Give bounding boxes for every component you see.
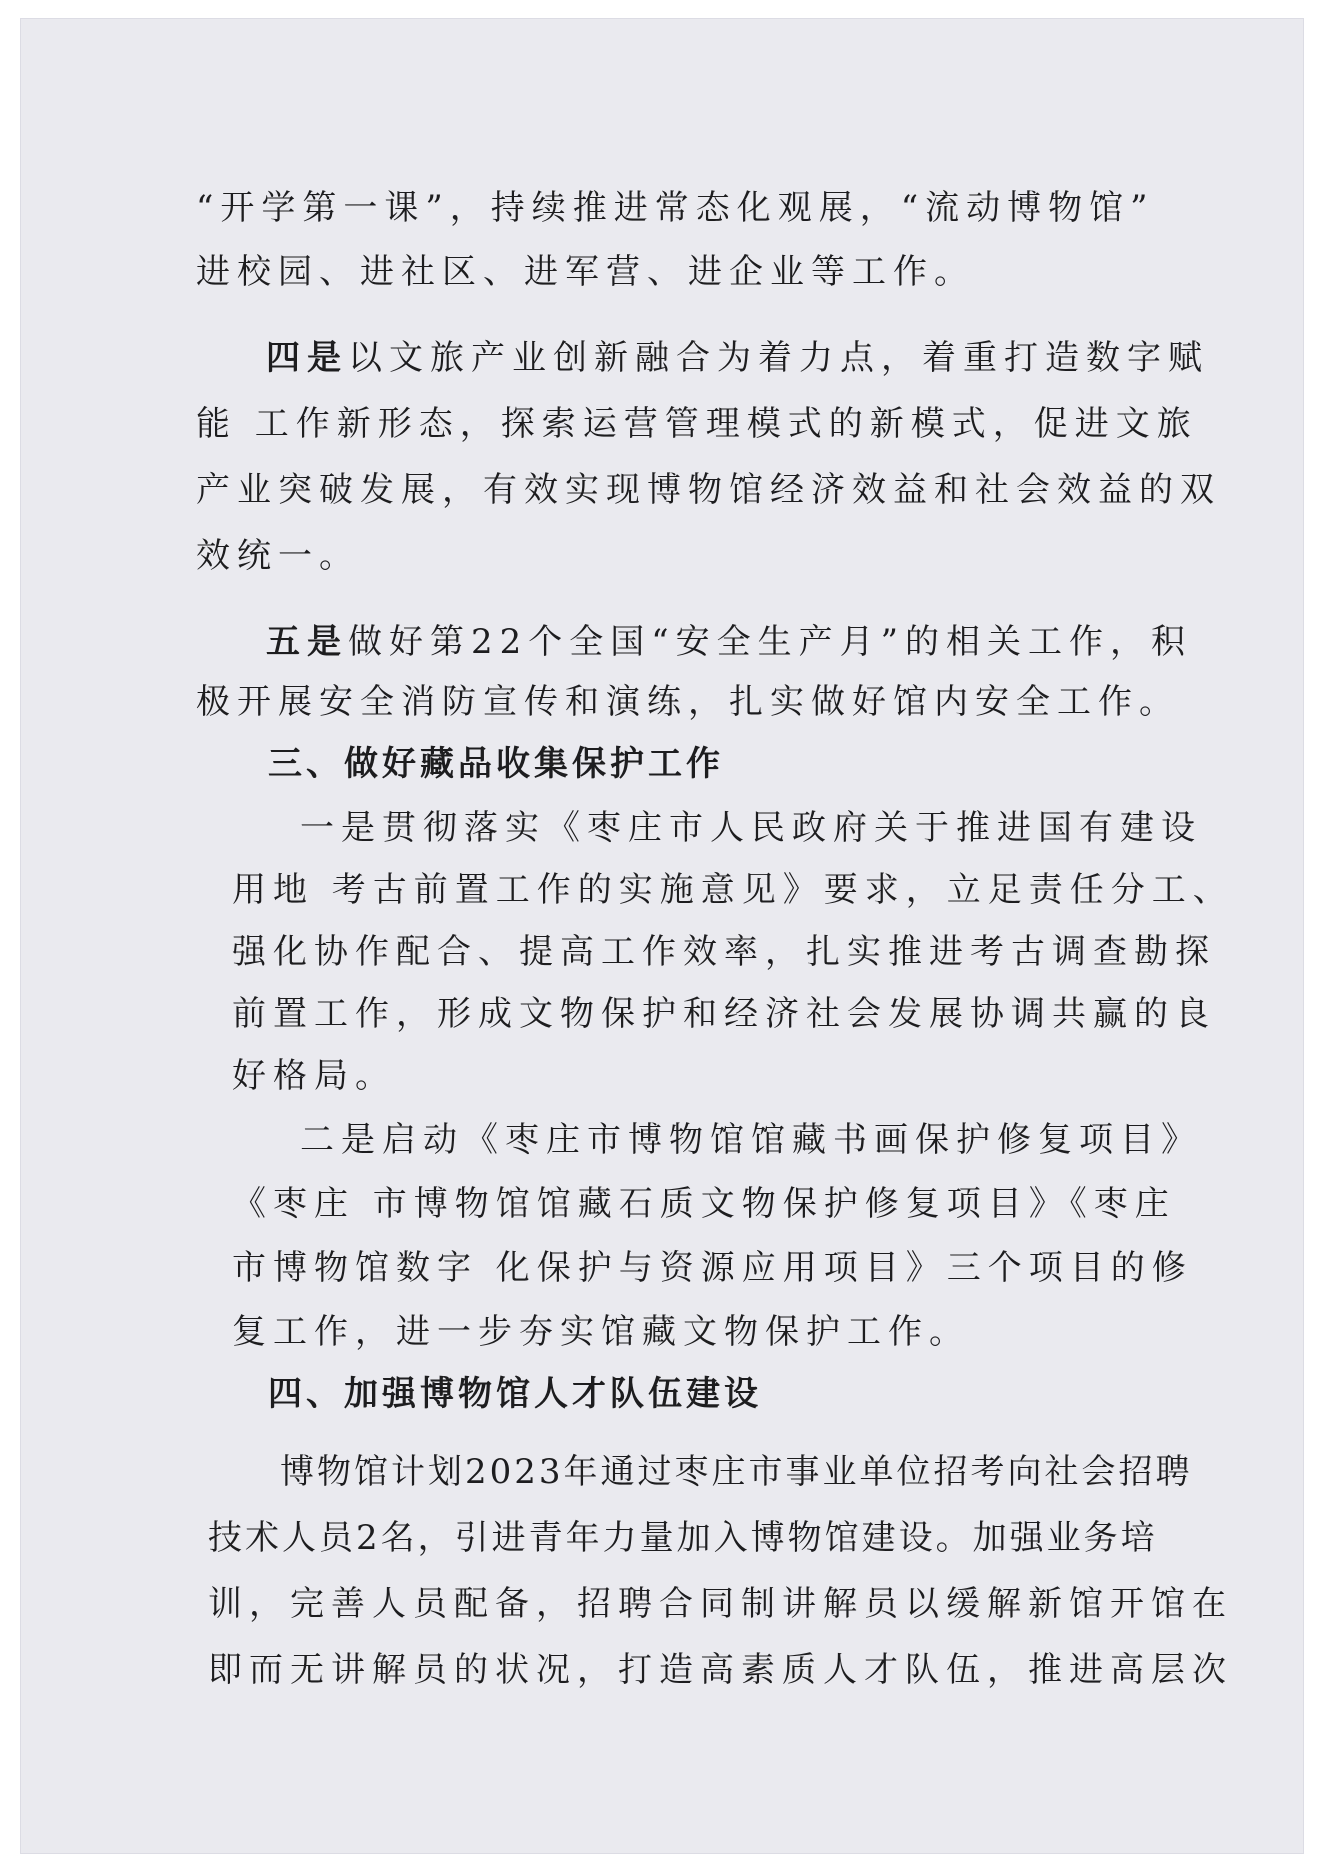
paragraph-lead: 四是 — [266, 338, 348, 378]
section-heading: 三、做好藏品收集保护工作 — [268, 744, 724, 784]
text-line: 《枣庄 市博物馆馆藏石质文物保护修复项目》《枣庄 — [232, 1184, 1176, 1224]
text-line: 训，完善人员配备，招聘合同制讲解员以缓解新馆开馆在 — [208, 1584, 1233, 1624]
paragraph-lead: 五是 — [266, 622, 348, 662]
text-line: 强化协作配合、提高工作效率，扎实推进考古调查勘探 — [232, 932, 1216, 972]
text-line: 技术人员2名，引进青年力量加入博物馆建设。加强业务培 — [208, 1518, 1158, 1558]
text-line: 用地 考古前置工作的实施意见》要求，立足责任分工、 — [232, 870, 1234, 910]
text-line: 好格局。 — [232, 1056, 396, 1096]
text-line: 效统一。 — [196, 536, 360, 576]
text-line: 即而无讲解员的状况，打造高素质人才队伍，推进高层次 — [208, 1650, 1233, 1690]
text-line: 博物馆计划2023年通过枣庄市事业单位招考向社会招聘 — [280, 1452, 1193, 1492]
text-line: “开学第一课”，持续推进常态化观展，“流动博物馆” — [196, 188, 1155, 228]
text-line — [266, 620, 1192, 664]
section-heading: 四、加强博物馆人才队伍建设 — [268, 1374, 762, 1414]
text-line: 复工作，进一步夯实馆藏文物保护工作。 — [232, 1312, 970, 1352]
text-line: 产业突破发展，有效实现博物馆经济效益和社会效益的双 — [196, 470, 1221, 510]
text-line: 极开展安全消防宣传和演练，扎实做好馆内安全工作。 — [196, 682, 1180, 722]
text-line — [266, 336, 1209, 380]
text-run: 做好第22个全国“安全生产月”的相关工作，积 — [348, 622, 1193, 662]
text-line: 前置工作，形成文物保护和经济社会发展协调共赢的良 — [232, 994, 1216, 1034]
text-line: 市博物馆数字 化保护与资源应用项目》三个项目的修 — [232, 1248, 1193, 1288]
text-run: 以文旅产业创新融合为着力点，着重打造数字赋 — [348, 338, 1209, 378]
text-line: 进校园、进社区、进军营、进企业等工作。 — [196, 252, 975, 292]
text-line: 二是启动《枣庄市博物馆馆藏书画保护修复项目》 — [300, 1120, 1202, 1160]
text-line: 一是贯彻落实《枣庄市人民政府关于推进国有建设 — [300, 808, 1202, 848]
text-line: 能 工作新形态，探索运营管理模式的新模式，促进文旅 — [196, 404, 1198, 444]
